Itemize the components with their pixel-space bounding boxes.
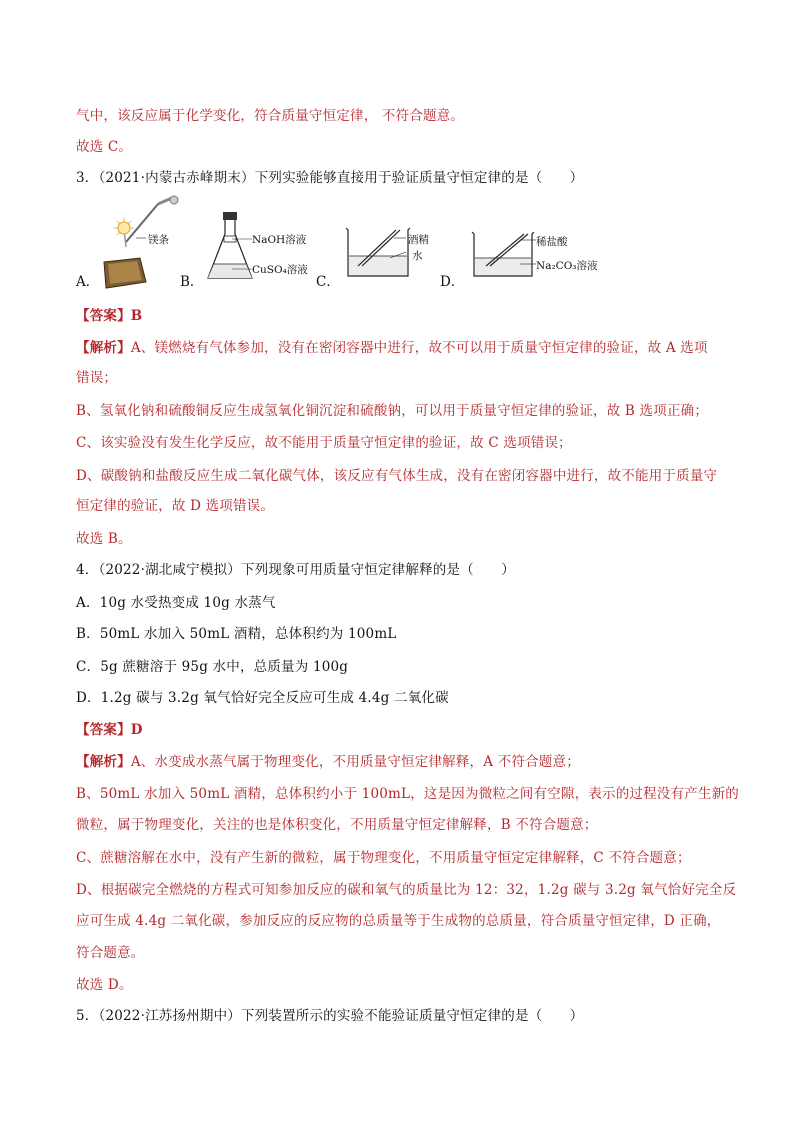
na2co3-label: Na₂CO₃溶液 bbox=[536, 260, 598, 272]
question-4-stem: 4．（2022·湖北咸宁模拟）下列现象可用质量守恒定律解释的是（ ） bbox=[76, 562, 515, 578]
alcohol-label: 酒精 bbox=[408, 234, 429, 246]
option-b-letter: B． bbox=[180, 274, 204, 290]
explanation-text: A、镁燃烧有气体参加，没有在密闭容器中进行，故不可以用于质量守恒定律的验证，故 A 选项 bbox=[130, 340, 708, 356]
question-3-answer: 【答案】B bbox=[76, 308, 143, 324]
explanation-tag: 【解析】 bbox=[76, 340, 131, 356]
explanation-line: 恒定律的验证，故 D 选项错误。 bbox=[76, 498, 275, 514]
explanation-line: C、蔗糖溶解在水中，没有产生新的微粒，属于物理变化，不用质量守恒定定律解释，C 不符合题意； bbox=[76, 850, 691, 866]
explanation-line: C、该实验没有发生化学反应，故不能用于质量守恒定律的验证，故 C 选项错误； bbox=[76, 435, 572, 451]
cuso4-label: CuSO₄溶液 bbox=[252, 264, 308, 276]
explanation-line: D、根据碳完全燃烧的方程式可知参加反应的碳和氧气的质量比为 12：32，1.2g 碳与 3.2g 氧气恰好完全反 bbox=[76, 882, 737, 898]
figure-c-beaker bbox=[316, 192, 436, 292]
explanation-line: 微粒，属于物理变化，关注的也是体积变化，不用质量守恒定律解释，B 不符合题意； bbox=[76, 817, 598, 833]
explanation-line: B、氢氧化钠和硫酸铜反应生成氢氧化铜沉淀和硫酸钠，可以用于质量守恒定律的验证，故 B 选项正确； bbox=[76, 403, 709, 419]
question-3-stem: 3．（2021·内蒙古赤峰期末）下列实验能够直接用于验证质量守恒定律的是（ ） bbox=[76, 170, 584, 186]
beaker-hcl-na2co3-illustration bbox=[440, 192, 600, 292]
option-d-letter: D． bbox=[440, 274, 465, 290]
explanation-line: B、50mL 水加入 50mL 酒精，总体积约小于 100mL，这是因为微粒之间有空隙，表示的过程没有产生新的 bbox=[76, 786, 740, 802]
water-label: 水 bbox=[412, 250, 423, 262]
question-4-answer: 【答案】D bbox=[76, 722, 143, 738]
explanation-line: 应可生成 4.4g 二氧化碳，参加反应的反应物的总质量等于生成物的总质量，符合质量守恒定律，D 正确， bbox=[76, 913, 721, 929]
question-4-explanation-line bbox=[76, 750, 726, 770]
option-c-letter: C． bbox=[316, 274, 340, 290]
figure-a-magnesium-burning bbox=[76, 192, 176, 292]
answer-choice-line: 故选 D。 bbox=[76, 977, 133, 993]
answer-choice-line: 故选 C。 bbox=[76, 139, 133, 155]
explanation-line: 错误； bbox=[76, 370, 118, 386]
question-4-option-c: C．5g 蔗糖溶于 95g 水中，总质量为 100g bbox=[76, 659, 349, 675]
figure-d-beaker bbox=[440, 192, 600, 292]
question-4-option-d: D．1.2g 碳与 3.2g 氧气恰好完全反应可生成 4.4g 二氧化碳 bbox=[76, 690, 449, 706]
naoh-label: NaOH溶液 bbox=[252, 234, 307, 246]
answer-choice-line: 故选 B。 bbox=[76, 531, 132, 547]
figure-b-conical-flask bbox=[180, 192, 320, 292]
question-4-option-b: B．50mL 水加入 50mL 酒精，总体积约为 100mL bbox=[76, 626, 397, 642]
explanation-text: A、水变成水蒸气属于物理变化，不用质量守恒定律解释，A 不符合题意； bbox=[130, 754, 580, 770]
question-3-explanation-line bbox=[76, 336, 726, 356]
question-3-figures bbox=[76, 192, 616, 292]
explanation-line: D、碳酸钠和盐酸反应生成二氧化碳气体，该反应有气体生成，没有在密闭容器中进行，故不能用于质量守 bbox=[76, 468, 718, 484]
question-5-stem: 5．（2022·江苏扬州期中）下列装置所示的实验不能验证质量守恒定律的是（ ） bbox=[76, 1008, 584, 1024]
explanation-line: 符合题意。 bbox=[76, 945, 145, 961]
option-a-letter: A． bbox=[76, 274, 100, 290]
question-4-option-a: A．10g 水受热变成 10g 水蒸气 bbox=[76, 595, 276, 611]
answer-text-line: 气中，该反应属于化学变化，符合质量守恒定律， 不符合题意。 bbox=[76, 108, 465, 124]
magnesium-label: 镁条 bbox=[148, 234, 169, 246]
explanation-tag: 【解析】 bbox=[76, 754, 131, 770]
hcl-label: 稀盐酸 bbox=[536, 236, 568, 248]
